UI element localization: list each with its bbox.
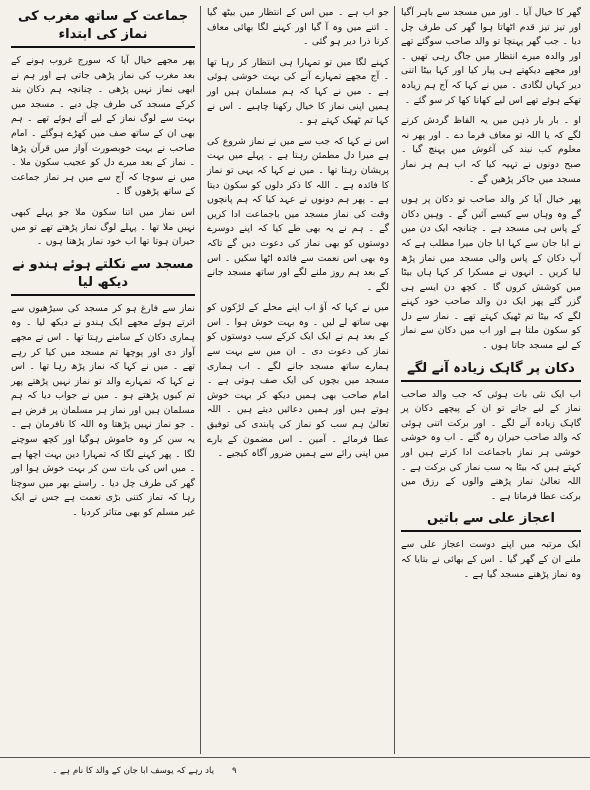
- section-heading: دکان پر گاہک زیادہ آنے لگے: [401, 360, 581, 382]
- paragraph: او ۔ بار بار ذہن میں یہ الفاظ گردش کرنے لگے کہ یا اللہ تو معاف فرما دے ۔ اور پھر نہ معلوم کب نیند کی آغوش میں پہنچ گیا ۔ صبح دونوں نے تہیہ کیا کہ اب ہم ہر نماز مسجد میں جاکر پڑھیں گے ۔: [401, 115, 581, 185]
- section-heading: اعجاز علی سے باتیں: [401, 510, 581, 532]
- section-heading: جماعت کے ساتھ مغرب کی نماز کی ابتداء: [11, 8, 195, 48]
- page-number: ۹: [232, 766, 237, 776]
- paragraph: پھر خیال آیا کر والد صاحب تو دکان پر ہوں گے وہ وہاں سے کیسے آئیں گے ۔ وہیں دکان کے پاس ہی مسجد ہے ۔ چنانچہ ایک دن میں نے ابا جان سے کہا ابا جان میرا مطلب ہے کہ آپ دکان کے پاس والی مسجد میں نماز پڑھ لیا کریں ۔ انہوں نے مسکرا کر کہا ہاں بیٹا میں کوشش کروں گا ۔ کچھ دن ایسے ہی گزر گئے پھر ایک دن والد صاحب خود کہنے لگے کہ بیٹا تم ٹھیک کہتے تھے ۔ نماز سے دل کو سکون ملتا ہے اور اب میں دکان سے نماز کے لیے مسجد جاتا ہوں ۔: [401, 194, 581, 352]
- paragraph: گھر کا خیال آیا ۔ اور میں مسجد سے باہر آگیا اور تیز تیز قدم اٹھاتا ہوا گھر کی طرف چل دیا ۔ جب گھر پہنچا تو والد صاحب سوگئے تھے اور والدہ میرے انتظار میں جاگ رہی تھیں ۔ اور مجھے دیکھتے ہی پیار کیا اور کہا بیٹا اتنی دیر کہاں لگادی ۔ میں نے کہا کہ آج ہم زیادہ تھکے ہوئے تھے اس لیے کھانا کھا کر سو گئے ۔: [401, 7, 581, 106]
- paragraph: ایک مرتبہ میں اپنے دوست اعجاز علی سے ملنے ان کے گھر گیا ۔ اس کے بھائی نے بتایا کہ وہ نماز پڑھنے مسجد گیا ہے ۔: [401, 539, 581, 580]
- column-right: [398, 6, 584, 754]
- column-divider: [394, 6, 395, 754]
- column-divider: [200, 6, 201, 754]
- paragraph: کہنے لگا میں تو تمہارا ہی انتظار کر رہا تھا ۔ آج مجھے تمہارے آنے کی بہت خوشی ہوئی ہے ۔ میں نے کہا کہ ہم مسلمان ہیں اور ہمیں اپنی نماز کا خیال رکھنا چاہیے ۔ اس نے کہا تم ٹھیک کہتے ہو ۔: [207, 56, 389, 127]
- paragraph: جو اب ہے ۔ میں اس کے انتظار میں بیٹھ گیا ۔ اتنے میں وہ آ گیا اور کہنے لگا بھائی معاف کرنا ذرا دیر ہو گئی ۔: [207, 7, 389, 48]
- paragraph: میں نے کہا کہ آؤ اب اپنے محلے کے لڑکوں کو بھی ساتھ لے لیں ۔ وہ بہت خوش ہوا ۔ اس کے بعد ہم نے ایک ایک کرکے سب دوستوں کو نماز کی دعوت دی ۔ ان میں سے بہت سے ہمارے ساتھ مسجد جانے لگے ۔ اب ہماری مسجد میں بچوں کی ایک صف ہوتی ہے ۔ امام صاحب بھی ہمیں دیکھ کر بہت خوش ہوتے ہیں اور ہمیں دعائیں دیتے ہیں ۔ اللہ تعالیٰ ہم سب کو نماز کی پابندی کی توفیق عطا فرمائے ۔ آمین ۔ اس مضمون کے بارے میں اپنی رائے سے ہمیں ضرور آگاہ کیجیے ۔: [207, 302, 389, 460]
- section-heading: مسجد سے نکلتے ہوئے ہندو نے دیکھ لیا: [11, 256, 195, 296]
- column-left: [8, 6, 198, 754]
- paragraph: پھر مجھے خیال آیا کہ سورج غروب ہونے کے بعد مغرب کی نماز پڑھی جاتی ہے اور ہم نے ابھی نماز نہیں پڑھی ۔ چنانچہ ہم دکان بند کرکے مسجد کی طرف چل دیے ۔ مسجد میں بہت سے لوگ نماز کے لیے آئے ہوئے تھے ۔ ہم بھی ان کے ساتھ صف میں کھڑے ہوگئے ۔ امام صاحب نے بہت خوبصورت آواز میں قرآن پڑھا ۔ نماز کے بعد میرے دل کو عجیب سکون ملا ۔ میں نے سوچا کہ آج سے میں ہر نماز جماعت کے ساتھ پڑھوں گا ۔: [11, 55, 195, 198]
- paragraph: اس نماز میں اتنا سکون ملا جو پہلے کبھی نہیں ملا تھا ۔ پہلے لوگ نماز پڑھتے تھے تو میں حیران ہوتا تھا اب خود نماز پڑھتا ہوں ۔: [11, 206, 195, 248]
- paragraph: اس نے کہا کہ جب سے میں نے نماز شروع کی ہے میرا دل مطمئن رہتا ہے ۔ پہلے میں بہت پریشان رہتا تھا ۔ میں نے کہا کہ یہی تو نماز کا فائدہ ہے ۔ اللہ کا ذکر دلوں کو سکون دیتا ہے ۔ پھر ہم دونوں نے عہد کیا کہ ہم پانچوں وقت کی نماز مسجد میں باجماعت ادا کریں گے ۔ ہم نے یہ بھی طے کیا کہ اپنے دوسرے دوستوں کو بھی نماز کی دعوت دیں گے تاکہ وہ بھی اس نعمت سے فائدہ اٹھا سکیں ۔ اس کے بعد ہم روز ملنے لگے اور ساتھ مسجد جانے لگے ۔: [207, 135, 389, 293]
- column-middle: [204, 6, 392, 754]
- paragraph: اب ایک نئی بات ہوئی کہ جب والد صاحب نماز کے لیے جاتے تو ان کے پیچھے دکان پر گاہک زیادہ آنے لگے ۔ اور برکت اتنی ہوئی کہ والد صاحب حیران رہ گئے ۔ اب وہ خوشی خوشی ہر نماز باجماعت ادا کرتے ہیں اور کہتے ہیں کہ بیٹا یہ سب نماز کی برکت ہے ۔ اللہ تعالیٰ نماز پڑھنے والوں کے رزق میں برکت عطا فرماتا ہے ۔: [401, 388, 581, 502]
- paragraph: نماز سے فارغ ہو کر مسجد کی سیڑھیوں سے اترتے ہوئے مجھے ایک ہندو نے دیکھ لیا ۔ وہ ہماری دکان کے سامنے رہتا تھا ۔ اس نے مجھے آواز دی اور پوچھا تم مسجد میں کیا کر رہے تھے ۔ میں نے کہا کہ نماز پڑھ رہا تھا ۔ اس نے کہا کہ تمہارے والد تو نماز نہیں پڑھتے پھر تم کیوں پڑھتے ہو ۔ میں نے جواب دیا کہ ہم مسلمان ہیں اور نماز ہر مسلمان پر فرض ہے ۔ جو نماز نہیں پڑھتا وہ اللہ کا نافرمان ہے ۔ یہ سن کر وہ خاموش ہوگیا اور کچھ سوچنے لگا ۔ پھر کہنے لگا کہ تمہارا دین بہت اچھا ہے ۔ میں اس کی بات سن کر بہت خوش ہوا اور گھر کی طرف چل دیا ۔ راستے بھر میں سوچتا رہا کہ نماز کتنی بڑی نعمت ہے جس نے ایک غیر مسلم کو بھی متاثر کردیا ۔: [11, 302, 195, 519]
- footnote: یاد رہے کہ یوسف ابا جان کے والد کا نام ہے ۔: [52, 766, 214, 776]
- page-footer: [0, 757, 590, 784]
